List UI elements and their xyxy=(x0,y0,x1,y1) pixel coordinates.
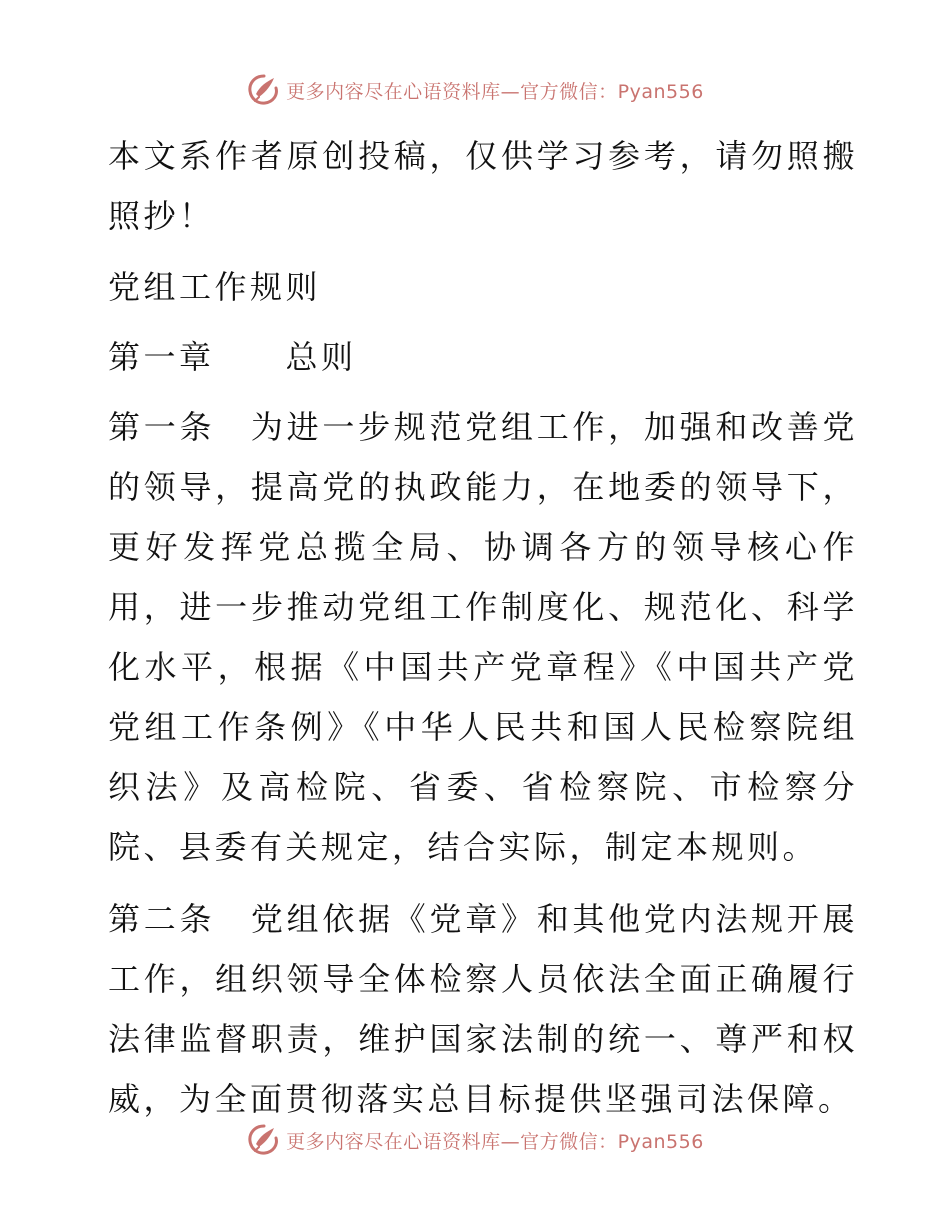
chapter-heading: 第一章 总则 xyxy=(108,338,357,376)
article-one: 第一条 为进一步规范党组工作，加强和改善党的领导，提高党的执政能力，在地委的领导下，更好发挥党总揽全局、协调各方的领导核心作用，进一步推动党组工作制度化、规范化、科学化水平，根据《中国共产党章程》《中国共产党党组工作条例》《中华人民共和国人民检察院组织法》及高检院、省委、省检察院、市检察分院、县委有关规定，结合实际，制定本规则。 xyxy=(108,408,858,866)
watermark-text: 更多内容尽在心语资料库—官方微信：Pyan556 xyxy=(286,80,704,103)
header-watermark xyxy=(0,70,950,110)
author-notice: 本文系作者原创投稿，仅供学习参考，请勿照搬照抄！ xyxy=(108,137,858,235)
footer-watermark xyxy=(0,1120,950,1160)
article-two: 第二条 党组依据《党章》和其他党内法规开展工作，组织领导全体检察人员依法全面正确履行法律监督职责，维护国家法制的统一、尊严和权威，为全面贯彻落实总目标提供坚强司法保障。 xyxy=(108,900,858,1118)
pen-nib-swirl-icon xyxy=(246,72,282,108)
document-body xyxy=(98,126,858,1129)
watermark-text: 更多内容尽在心语资料库—官方微信：Pyan556 xyxy=(286,1130,704,1153)
document-title: 党组工作规则 xyxy=(108,268,322,306)
pen-nib-swirl-icon xyxy=(246,1122,282,1158)
